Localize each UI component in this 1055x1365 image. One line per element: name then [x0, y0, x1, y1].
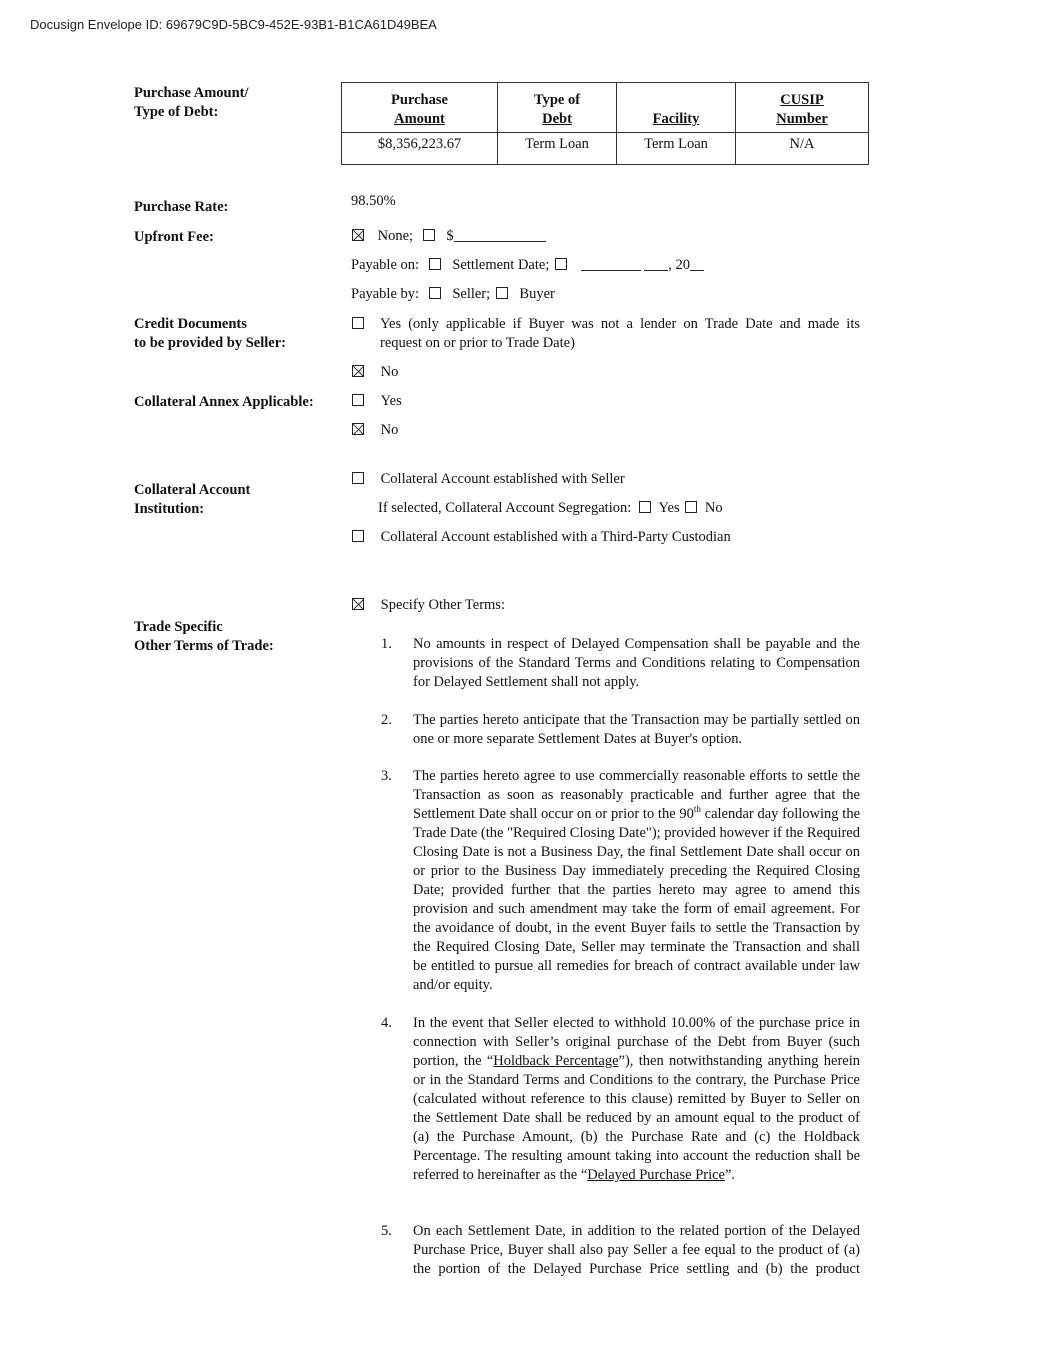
header-facility: Facility: [617, 83, 736, 133]
envelope-id: Docusign Envelope ID: 69679C9D-5BC9-452E-93B1-B1CA61D49BEA: [30, 17, 437, 32]
cell-facility: Term Loan: [617, 133, 736, 165]
collateral-account-third-party-option: Collateral Account established with a Third-Party Custodian: [352, 528, 731, 547]
purchase-rate-value: 98.50%: [351, 193, 396, 209]
segregation-no-checkbox[interactable]: [685, 501, 697, 513]
upfront-fee-label: Upfront Fee:: [134, 229, 214, 245]
purchase-amount-label: Purchase Amount/ Type of Debt:: [134, 85, 249, 120]
cell-purchase-amount: $8,356,223.67: [342, 133, 498, 165]
credit-documents-yes-checkbox[interactable]: [352, 317, 364, 329]
collateral-annex-yes-checkbox[interactable]: [352, 394, 364, 406]
settlement-date-label: Settlement Date;: [452, 257, 550, 273]
credit-documents-yes: [352, 315, 364, 334]
delayed-purchase-price-term: Delayed Purchase Price: [587, 1167, 725, 1183]
fee-amount-blank[interactable]: [454, 227, 546, 242]
collateral-account-label: Collateral Account Institution:: [134, 482, 251, 517]
collateral-annex-yes: Yes: [352, 392, 402, 411]
payable-on-date-checkbox[interactable]: [555, 258, 567, 270]
holdback-percentage-term: Holdback Percentage: [493, 1053, 619, 1069]
dollar-sign: $: [446, 228, 454, 244]
payable-by-seller-label: Seller;: [452, 286, 491, 302]
credit-documents-label: Credit Documents to be provided by Seller:: [134, 316, 286, 351]
collateral-annex-label: Collateral Annex Applicable:: [134, 394, 314, 410]
specify-other-terms: Specify Other Terms:: [352, 596, 505, 615]
upfront-fee-row: [352, 227, 546, 246]
upfront-fee-none-checkbox[interactable]: [352, 229, 364, 241]
collateral-account-seller-option: Collateral Account established with Seller: [352, 470, 625, 489]
payable-by-buyer-checkbox[interactable]: [496, 287, 508, 299]
credit-documents-yes-label: Yes (only applicable if Buyer was not a lender on Trade Date and made its request on or prior to Trade Date): [380, 316, 860, 351]
list-item: 2. The parties hereto anticipate that the Transaction may be partially settled on one or more separate Settlement Dates at Buyer's option.: [381, 712, 860, 747]
payable-on-row: [351, 256, 704, 275]
specify-other-terms-checkbox[interactable]: [352, 598, 364, 610]
list-item: 4. In the event that Seller elected to withhold 10.00% of the purchase price in connection with Seller’s original purchase of the Debt from Buyer (such portion, the “Holdback Percentage”), then notwithstanding anything herein or in the Standard Terms and Conditions to the contrary, the Purchase Price (calculated without reference to this clause) remitted by Buyer to Seller on the Settlement Date shall be reduced by an amount equal to the product of (a) the Purchase Amount, (b) the Purchase Rate and (c) the Holdback Percentage. The resulting amount taking into account the reduction shall be referred to hereinafter as the “Delayed Purchase Price”.: [381, 1015, 860, 1183]
header-type-of-debt: Type of Debt: [498, 83, 617, 133]
cell-type-of-debt: Term Loan: [498, 133, 617, 165]
credit-documents-no: No: [352, 363, 398, 382]
date-blank-month[interactable]: [581, 256, 641, 271]
payable-on-label: Payable on:: [351, 257, 420, 273]
payable-on-settlement-checkbox[interactable]: [429, 258, 441, 270]
trade-specific-label: Trade Specific Other Terms of Trade:: [134, 619, 274, 654]
collateral-account-seller-checkbox[interactable]: [352, 472, 364, 484]
payable-by-row: [351, 285, 555, 304]
payable-by-label: Payable by:: [351, 286, 420, 302]
segregation-yes-checkbox[interactable]: [639, 501, 651, 513]
collateral-annex-no: No: [352, 421, 398, 440]
date-blank-day[interactable]: [644, 256, 668, 271]
header-purchase-amount: Purchase Amount: [342, 83, 498, 133]
date-blank-year[interactable]: [690, 256, 704, 271]
collateral-account-third-party-checkbox[interactable]: [352, 530, 364, 542]
debt-table-header: [342, 83, 869, 133]
purchase-rate-label: Purchase Rate:: [134, 199, 229, 215]
payable-by-buyer-label: Buyer: [519, 286, 555, 302]
collateral-segregation-row: If selected, Collateral Account Segregation: Yes No: [378, 500, 723, 516]
list-item: 5. On each Settlement Date, in addition to the related portion of the Delayed Purchase Price, Buyer shall also pay Seller a fee equal to the product of (a) the portion of the Delayed Purchase Price settling and (b) the product: [381, 1223, 860, 1277]
upfront-fee-none-label: None;: [377, 228, 414, 244]
payable-by-seller-checkbox[interactable]: [429, 287, 441, 299]
collateral-annex-no-checkbox[interactable]: [352, 423, 364, 435]
list-item: 1. No amounts in respect of Delayed Compensation shall be payable and the provisions of the Standard Terms and Conditions relating to Compensation for Delayed Settlement shall not apply.: [381, 636, 860, 690]
header-cusip-number: CUSIP Number: [736, 83, 869, 133]
debt-table: [341, 82, 869, 165]
cell-cusip-number: N/A: [736, 133, 869, 165]
upfront-fee-amount-checkbox[interactable]: [423, 229, 435, 241]
table-row: [342, 133, 869, 165]
date-year-prefix: , 20: [668, 257, 690, 273]
list-item: 3. The parties hereto agree to use commercially reasonable efforts to settle the Transaction as soon as reasonably practicable and further agree that the Settlement Date shall occur on or prior to the 90th calendar day following the Trade Date (the "Required Closing Date"); provided however if the Required Closing Date is not a Business Day, the final Settlement Date shall occur on or prior to the Business Day immediately preceding the Required Closing Date; provided further that the parties hereto may agree to amend this provision and such amendment may take the form of email agreement. For the avoidance of doubt, in the event Buyer fails to settle the Transaction by the Required Closing Date, Seller may terminate the Transaction and shall be entitled to pursue all remedies for breach of contract available under law and/or equity.: [381, 768, 860, 993]
credit-documents-no-checkbox[interactable]: [352, 365, 364, 377]
